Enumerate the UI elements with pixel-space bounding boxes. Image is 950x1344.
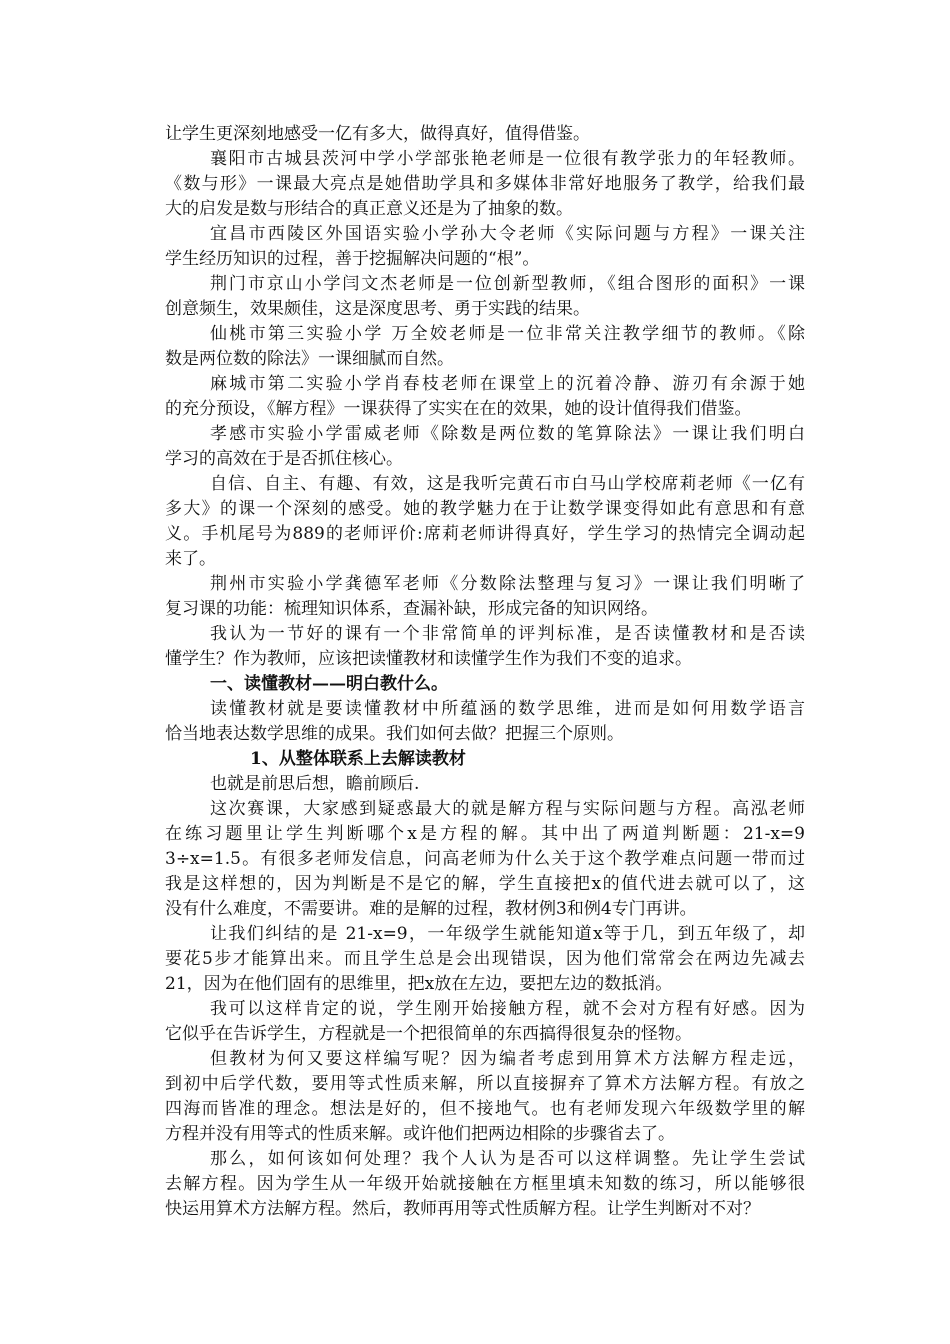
text-line: 让学生更深刻地感受一亿有多大，做得真好，值得借鉴。 xyxy=(165,124,590,144)
text-line: 的充分预设，《解方程》一课获得了实实在在的效果，她的设计值得我们借鉴。 xyxy=(165,399,752,419)
text-line: 自信、自主、有趣、有效，这是我听完黄石市白马山学校席莉老师《一亿有 xyxy=(210,474,805,494)
text-line: 大的启发是数与形结合的真正意义还是为了抽象的数。 xyxy=(165,199,573,219)
text-line: 方程并没有用等式的性质来解。或许他们把两边相除的步骤省去了。 xyxy=(165,1124,675,1144)
section-heading xyxy=(165,672,805,697)
paragraph xyxy=(165,122,805,147)
paragraph xyxy=(165,697,805,747)
text-line: 四海而皆准的理念。想法是好的，但不接地气。也有老师发现六年级数学里的解 xyxy=(165,1099,805,1119)
paragraph xyxy=(165,272,805,322)
document-page xyxy=(165,122,805,1222)
text-line: 那么，如何该如何处理？我个人认为是否可以这样调整。先让学生尝试 xyxy=(210,1149,805,1169)
paragraph xyxy=(165,422,805,472)
subsection-heading xyxy=(165,747,805,772)
text-line: 没有什么难度，不需要讲。难的是解的过程，教材例3和例4专门再讲。 xyxy=(165,899,697,919)
text-line: 数是两位数的除法》一课细腻而自然。 xyxy=(165,349,454,369)
text-line: 义。手机尾号为889的老师评价:席莉老师讲得真好，学生学习的热情完全调动起 xyxy=(165,524,805,544)
text-line: 荆州市实验小学龚德军老师《分数除法整理与复习》一课让我们明晰了 xyxy=(210,574,805,594)
paragraph xyxy=(165,1047,805,1147)
text-line: 恰当地表达数学思维的成果。我们如何去做？把握三个原则。 xyxy=(165,724,624,744)
paragraph xyxy=(165,372,805,422)
text-line: 在练习题里让学生判断哪个x是方程的解。其中出了两道判断题：21-x=9 xyxy=(165,824,805,844)
text-line: 我认为一节好的课有一个非常简单的评判标准，是否读懂教材和是否读 xyxy=(210,624,805,644)
text-line: 学习的高效在于是否抓住核心。 xyxy=(165,449,403,469)
text-line: 也就是前思后想，瞻前顾后. xyxy=(210,774,420,794)
text-line: 懂学生？作为教师，应该把读懂教材和读懂学生作为我们不变的追求。 xyxy=(165,649,692,669)
text-line: 这次赛课，大家感到疑惑最大的就是解方程与实际问题与方程。高泓老师 xyxy=(210,799,805,819)
heading-text: 一、读懂教材——明白教什么。 xyxy=(210,674,448,694)
paragraph xyxy=(165,472,805,572)
text-line: 麻城市第二实验小学肖春枝老师在课堂上的沉着冷静、游刃有余源于她 xyxy=(210,374,805,394)
text-line: 让我们纠结的是 21-x=9，一年级学生就能知道x等于几，到五年级了，却 xyxy=(210,924,805,944)
text-line: 我是这样想的，因为判断是不是它的解，学生直接把x的值代进去就可以了，这 xyxy=(165,874,805,894)
paragraph xyxy=(165,622,805,672)
text-line: 《数与形》一课最大亮点是她借助学具和多媒体非常好地服务了教学，给我们最 xyxy=(165,174,805,194)
text-line: 到初中后学代数，要用等式性质来解，所以直接摒弃了算术方法解方程。有放之 xyxy=(165,1074,805,1094)
text-line: 它似乎在告诉学生，方程就是一个把很简单的东西搞得很复杂的怪物。 xyxy=(165,1024,692,1044)
text-line: 仙桃市第三实验小学 万全姣老师是一位非常关注教学细节的教师。《除 xyxy=(210,324,805,344)
paragraph xyxy=(165,572,805,622)
text-line: 孝感市实验小学雷威老师《除数是两位数的笔算除法》一课让我们明白 xyxy=(210,424,805,444)
text-line: 荆门市京山小学闫文杰老师是一位创新型教师，《组合图形的面积》一课 xyxy=(210,274,805,294)
text-line: 去解方程。因为学生从一年级开始就接触在方框里填未知数的练习，所以能够很 xyxy=(165,1174,805,1194)
paragraph xyxy=(165,772,805,797)
text-line: 我可以这样肯定的说，学生刚开始接触方程，就不会对方程有好感。因为 xyxy=(210,999,805,1019)
text-line: 3÷x=1.5。有很多老师发信息，问高老师为什么关于这个教学难点问题一带而过 xyxy=(165,849,805,869)
text-line: 来了。 xyxy=(165,549,216,569)
text-line: 创意频生，效果颇佳，这是深度思考、勇于实践的结果。 xyxy=(165,299,590,319)
paragraph xyxy=(165,147,805,222)
text-line: 读懂教材就是要读懂教材中所蕴涵的数学思维，进而是如何用数学语言 xyxy=(210,699,805,719)
text-line: 宜昌市西陵区外国语实验小学孙大令老师《实际问题与方程》一课关注 xyxy=(210,224,805,244)
heading-text: 1、从整体联系上去解读教材 xyxy=(250,749,466,769)
paragraph xyxy=(165,922,805,997)
text-line: 学生经历知识的过程，善于挖掘解决问题的“根”。 xyxy=(165,249,540,269)
text-line: 襄阳市古城县茨河中学小学部张艳老师是一位很有教学张力的年轻教师。 xyxy=(210,149,805,169)
text-line: 多大》的课一个深刻的感受。她的教学魅力在于让数学课变得如此有意思和有意 xyxy=(165,499,805,519)
paragraph xyxy=(165,1147,805,1222)
text-line: 要花5步才能算出来。而且学生总是会出现错误，因为他们常常会在两边先减去 xyxy=(165,949,805,969)
text-line: 快运用算术方法解方程。然后，教师再用等式性质解方程。让学生判断对不对？ xyxy=(165,1199,760,1219)
paragraph xyxy=(165,322,805,372)
paragraph xyxy=(165,797,805,922)
text-line: 但教材为何又要这样编写呢？因为编者考虑到用算术方法解方程走远， xyxy=(210,1049,805,1069)
text-line: 21，因为在他们固有的思维里，把x放在左边，要把左边的数抵消。 xyxy=(165,974,673,994)
text-line: 复习课的功能：梳理知识体系，查漏补缺，形成完备的知识网络。 xyxy=(165,599,658,619)
paragraph xyxy=(165,997,805,1047)
paragraph xyxy=(165,222,805,272)
